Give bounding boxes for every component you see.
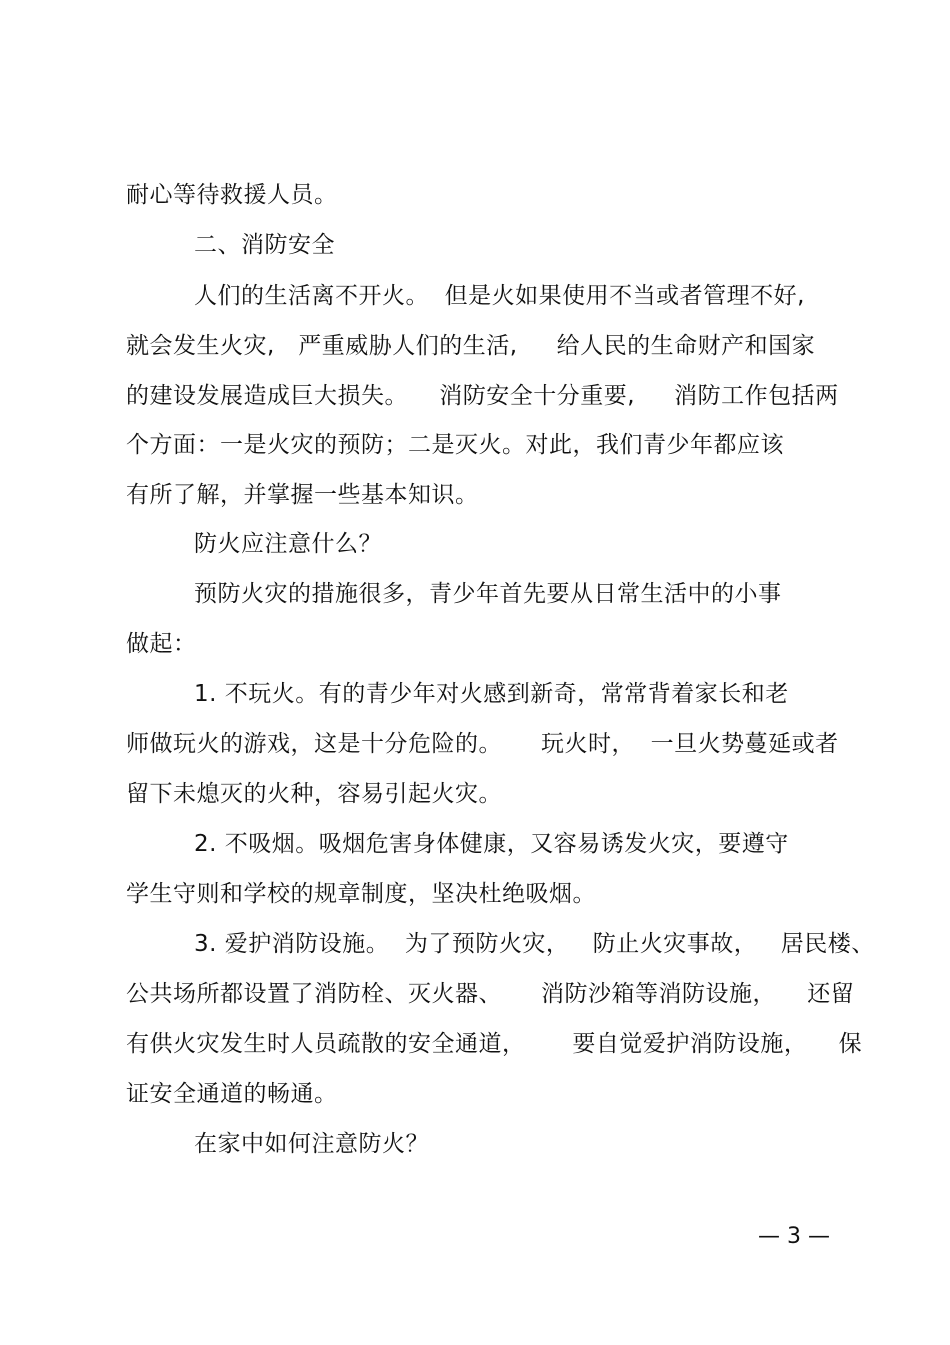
body-text-line: 个方面：一是火灾的预防；二是灭火。对此，我们青少年都应该 [126, 432, 784, 458]
body-text-line: 做起： [126, 631, 197, 657]
list-item-line: 3. 爱护消防设施。 为了预防火灾， 防止火灾事故， 居民楼、 [194, 931, 875, 957]
list-item-line: 2. 不吸烟。吸烟危害身体健康，又容易诱发火灾，要遵守 [194, 831, 789, 857]
body-text-line: 耐心等待救援人员。 [126, 182, 338, 208]
body-text-line: 师做玩火的游戏，这是十分危险的。 玩火时， 一旦火势蔓延或者 [126, 731, 839, 757]
body-text-line: 有供火灾发生时人员疏散的安全通道， 要自觉爱护消防设施， 保 [126, 1031, 863, 1057]
question-heading: 在家中如何注意防火？ [194, 1131, 429, 1157]
list-item-line: 1. 不玩火。有的青少年对火感到新奇，常常背着家长和老 [194, 681, 789, 707]
question-heading: 防火应注意什么？ [194, 531, 382, 557]
body-text-line: 学生守则和学校的规章制度，坚决杜绝吸烟。 [126, 881, 596, 907]
body-text-line: 的建设发展造成巨大损失。 消防安全十分重要, 消防工作包括两 [126, 383, 839, 409]
body-text-line: 就会发生火灾, 严重威胁人们的生活, 给人民的生命财产和国家 [126, 333, 816, 359]
page-number: — 3 — [758, 1224, 830, 1249]
body-text-line: 预防火灾的措施很多，青少年首先要从日常生活中的小事 [194, 581, 782, 607]
body-text-line: 证安全通道的畅通。 [126, 1081, 338, 1107]
body-text-line: 人们的生活离不开火。 但是火如果使用不当或者管理不好, [194, 283, 805, 309]
section-heading: 二、消防安全 [194, 232, 335, 258]
body-text-line: 公共场所都设置了消防栓、灭火器、 消防沙箱等消防设施， 还留 [126, 981, 855, 1007]
body-text-line: 留下未熄灭的火种，容易引起火灾。 [126, 781, 502, 807]
body-text-line: 有所了解，并掌握一些基本知识。 [126, 482, 479, 508]
